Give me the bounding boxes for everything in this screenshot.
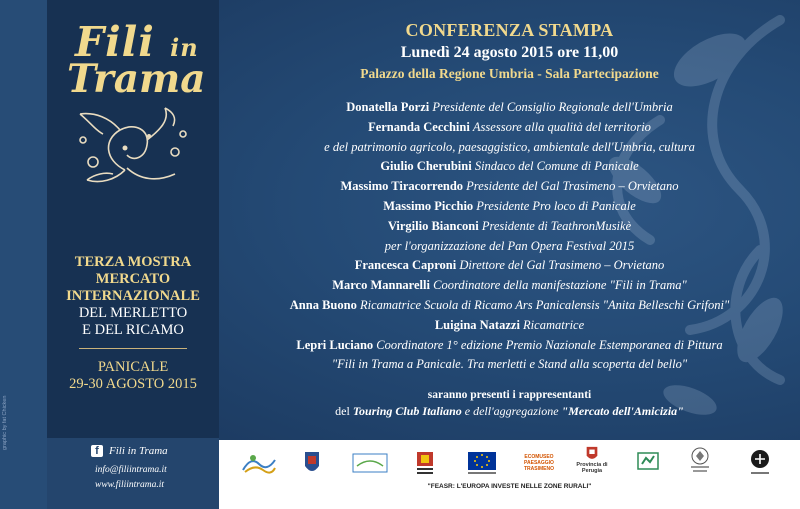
event-divider [79, 348, 187, 349]
speaker-role: e del patrimonio agricolo, paesaggistico, ambientale dell'Umbria, cultura [324, 139, 695, 154]
speaker-line [219, 138, 800, 158]
speaker-role: Assessore alla qualità del territorio [472, 119, 651, 134]
sponsor-logo-1 [241, 450, 277, 476]
speaker-line [219, 177, 800, 197]
speaker-name: Giulio Cherubini [380, 159, 472, 174]
event-line-3: INTERNAZIONALE [66, 288, 200, 304]
speaker-role: Coordinatore della manifestazione "Fili in Trama" [433, 278, 687, 293]
ecomuseo-text: ECOMUSEO PAESAGGIO TRASIMENO [524, 454, 554, 472]
speaker-role: Direttore del Gal Trasimeno – Orvietano [459, 258, 665, 273]
speaker-line [219, 316, 800, 336]
sponsor-logo-2 [303, 450, 321, 476]
speaker-line [219, 336, 800, 356]
rep-pre: del [335, 404, 350, 418]
provincia-text: Provincia di Perugia [576, 462, 608, 474]
eu-flag-logo [467, 450, 497, 476]
sponsor-logo-8 [637, 450, 659, 472]
feasr-caption: "FEASR: L'EUROPA INVESTE NELLE ZONE RURALI" [427, 483, 592, 490]
speaker-name: Luigina Natazzi [434, 317, 520, 332]
graphic-credit: graphic by fat Chicken [2, 395, 8, 450]
sponsor-logos-bar [219, 440, 800, 509]
speaker-name: Virgilio Bianconi [387, 218, 479, 233]
speaker-line [219, 355, 800, 375]
sponsor-logo-4 [415, 450, 435, 476]
email-link[interactable]: info@filiintrama.it [95, 465, 167, 475]
phoenix-lace-emblem [65, 100, 195, 190]
speaker-line [219, 118, 800, 138]
speaker-name: Marco Mannarelli [332, 278, 430, 293]
speaker-role: Ricamatrice [523, 317, 585, 332]
speaker-name: Massimo Tiracorrendo [340, 179, 464, 194]
speaker-name: Francesca Caproni [354, 258, 457, 273]
rep-touring-club: Touring Club Italiano [352, 404, 462, 418]
representatives-intro: saranno presenti i rappresentanti [427, 389, 592, 401]
speaker-role: Coordinatore 1° edizione Premio Nazionale Estemporanea di Pittura [376, 337, 723, 352]
speaker-role: Presidente di TeathronMusikè [481, 218, 632, 233]
conference-title: CONFERENZA STAMPA [405, 20, 614, 40]
facebook-label: Fili in Trama [109, 445, 168, 457]
event-place: PANICALE [97, 359, 169, 375]
event-line-1: TERZA MOSTRA [74, 254, 192, 270]
event-dates: 29-30 AGOSTO 2015 [69, 376, 197, 392]
speaker-line [219, 197, 800, 217]
speaker-name: Lepri Luciano [296, 337, 374, 352]
speaker-line [219, 217, 800, 237]
ecomuseo-logo [517, 450, 561, 476]
conference-venue: Palazzo della Regione Umbria - Sala Partecipazione [360, 66, 659, 81]
speaker-role: Sindaco del Comune di Panicale [474, 159, 639, 174]
conference-date: Lunedì 24 agosto 2015 ore 11,00 [400, 44, 619, 61]
event-line-5: E DEL RICAMO [82, 322, 184, 338]
speaker-line [219, 256, 800, 276]
logo-word-fili: Fili [75, 18, 155, 66]
speaker-line [219, 276, 800, 296]
sponsor-logo-9 [687, 446, 713, 474]
sponsor-logo-3 [351, 450, 389, 476]
speaker-name: Anna Buono [289, 297, 357, 312]
facebook-link[interactable] [91, 444, 168, 458]
representatives-line [219, 404, 800, 419]
speaker-name: Donatella Porzi [346, 100, 430, 114]
touring-club-logo [747, 448, 773, 478]
speaker-role: Presidente Pro loco di Panicale [476, 198, 636, 213]
event-line-2: MERCATO [95, 271, 171, 287]
speaker-line [219, 296, 800, 316]
logo-word-trama: Trama [67, 56, 206, 102]
rep-mercato: "Mercato dell'Amicizia" [561, 404, 684, 418]
speaker-list [219, 98, 800, 375]
left-panel [47, 0, 219, 509]
speaker-line [219, 157, 800, 177]
event-line-4: DEL MERLETTO [78, 305, 188, 321]
speaker-role: per l'organizzazione del Pan Opera Festival 2015 [384, 238, 635, 253]
main-content [219, 0, 800, 440]
website-link[interactable]: www.filiintrama.it [95, 480, 164, 490]
speaker-name: Massimo Picchio [383, 198, 474, 213]
rep-mid: e dell'aggregazione [464, 404, 559, 418]
speaker-role: "Fili in Trama a Panicale. Tra merletti e Stand alla scoperta del bello" [331, 357, 688, 372]
facebook-icon: f [91, 445, 103, 457]
speaker-name: Fernanda Cecchini [368, 119, 470, 134]
speaker-line [219, 237, 800, 257]
provincia-perugia-logo [569, 446, 615, 474]
speaker-role: Presidente del Gal Trasimeno – Orvietano [466, 179, 679, 194]
speaker-role: Ricamatrice Scuola di Ricamo Ars Panicalensis "Anita Belleschi Grifoni" [359, 297, 730, 312]
event-info [47, 254, 219, 393]
speaker-role: Presidente del Consiglio Regionale dell'Umbria [432, 100, 673, 114]
logo-word-in: in [170, 33, 199, 62]
left-stripe [0, 0, 47, 509]
speaker-line [219, 98, 800, 118]
contact-box [47, 438, 219, 509]
